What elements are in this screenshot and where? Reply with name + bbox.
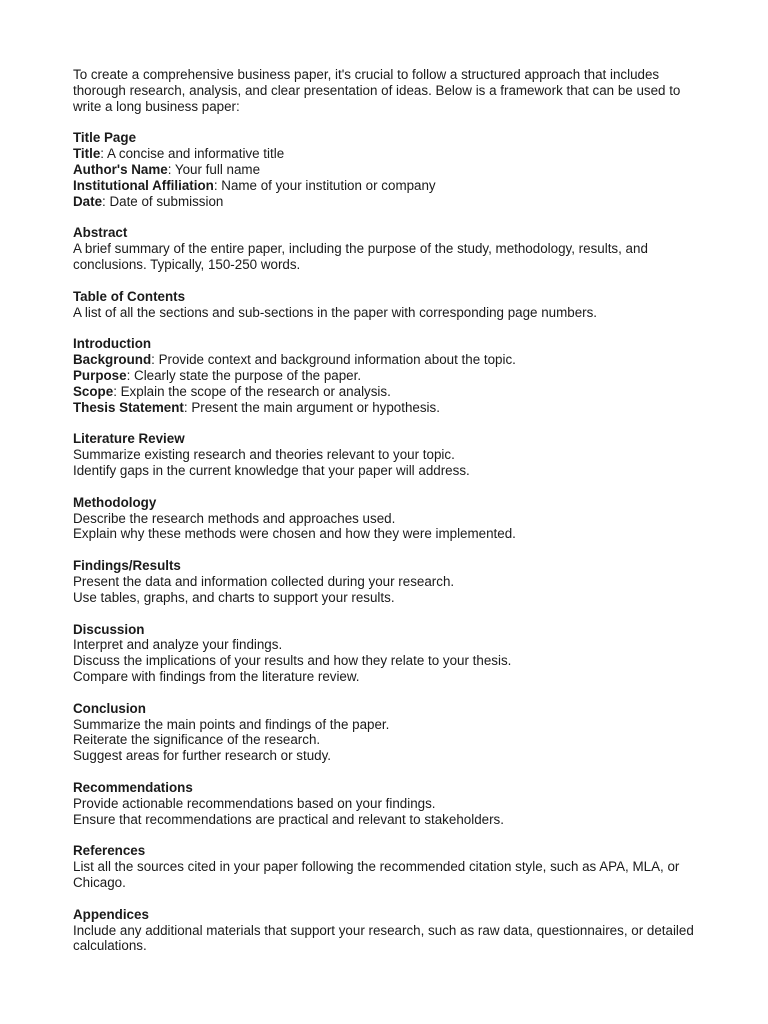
section-line [73,146,698,162]
section-line [73,194,698,210]
section-text: Suggest areas for further research or study. [73,748,332,764]
section-text: A brief summary of the entire paper, including the purpose of the study, methodology, results, and conclusions. Typically, 150-250 words. [73,241,648,273]
section-line [73,526,698,542]
section-heading: Recommendations [73,779,193,795]
section-line [73,923,698,955]
section-title-page [73,130,698,209]
section-references [73,843,698,891]
section-line [73,812,698,828]
section-term: Purpose [73,368,127,384]
section-text: : A concise and informative title [100,146,285,162]
section-term: Scope [73,383,114,399]
section-text: : Your full name [167,162,261,178]
section-term: Thesis Statement [73,399,184,415]
section-text: : Clearly state the purpose of the paper. [126,368,362,384]
section-term: Institutional Affiliation [73,177,214,193]
sections-container [73,130,698,954]
section-line [73,859,698,891]
section-line [73,796,698,812]
section-text: Include any additional materials that support your research, such as raw data, questionnaires, or detailed calculations. [73,922,694,954]
section-text: Interpret and analyze your findings. [73,637,283,653]
section-term: Title [73,146,101,162]
section-recommendations [73,780,698,828]
section-line [73,368,698,384]
section-line [73,590,698,606]
section-heading: References [73,843,146,859]
section-text: List all the sources cited in your paper following the recommended citation style, such as APA, MLA, or Chicago. [73,859,680,891]
section-literature-review [73,431,698,479]
section-line [73,162,698,178]
section-text: : Present the main argument or hypothesis. [183,399,440,415]
section-text: Summarize the main points and findings of the paper. [73,716,390,732]
section-text: A list of all the sections and sub-sections in the paper with corresponding page numbers. [73,304,598,320]
section-line [73,463,698,479]
section-line [73,653,698,669]
section-text: : Name of your institution or company [213,177,436,193]
section-text: Compare with findings from the literature review. [73,669,360,685]
section-text: Use tables, graphs, and charts to support your results. [73,589,395,605]
section-text: : Date of submission [102,193,224,209]
section-conclusion [73,701,698,764]
section-line [73,637,698,653]
section-text: Identify gaps in the current knowledge that your paper will address. [73,463,470,479]
section-line [73,511,698,527]
section-line [73,669,698,685]
section-line [73,732,698,748]
section-text: Describe the research methods and approaches used. [73,510,396,526]
section-text: Present the data and information collected during your research. [73,574,455,589]
section-text: Discuss the implications of your results and how they relate to your thesis. [73,653,512,669]
section-heading: Discussion [73,621,145,637]
section-text: Ensure that recommendations are practical and relevant to stakeholders. [73,811,504,827]
section-table-of-contents [73,289,698,321]
section-text: Explain why these methods were chosen and how they were implemented. [73,526,516,542]
section-line [73,717,698,733]
section-line [73,305,698,321]
section-heading: Title Page [73,130,137,146]
section-heading: Introduction [73,336,152,352]
section-heading: Conclusion [73,700,146,716]
section-line [73,384,698,400]
section-line [73,400,698,416]
section-line [73,241,698,273]
section-term: Background [73,352,152,368]
section-introduction [73,336,698,415]
section-text: : Provide context and background information about the topic. [151,352,516,368]
section-text: Reiterate the significance of the research. [73,732,321,748]
section-line [73,352,698,368]
section-text: : Explain the scope of the research or analysis. [113,383,391,399]
section-heading: Methodology [73,494,157,510]
section-text: Provide actionable recommendations based on your findings. [73,795,436,811]
section-term: Date [73,193,103,209]
section-heading: Literature Review [73,431,185,447]
intro-paragraph: To create a comprehensive business paper, it's crucial to follow a structured approach that includes thorough research, analysis, and clear presentation of ideas. Below is a framework that can be used to write a long business paper: [73,67,681,114]
section-heading: Abstract [73,225,128,241]
section-heading: Appendices [73,906,149,922]
section-line [73,574,698,590]
section-term: Author's Name [73,162,168,178]
section-line [73,178,698,194]
section-abstract [73,225,698,273]
section-heading: Findings/Results [73,558,181,574]
section-discussion [73,622,698,685]
section-text: Summarize existing research and theories relevant to your topic. [73,447,455,463]
section-heading: Table of Contents [73,288,186,304]
section-line [73,748,698,764]
section-findings-results [73,558,698,606]
section-appendices [73,907,698,955]
section-line [73,447,698,463]
section-methodology [73,495,698,543]
